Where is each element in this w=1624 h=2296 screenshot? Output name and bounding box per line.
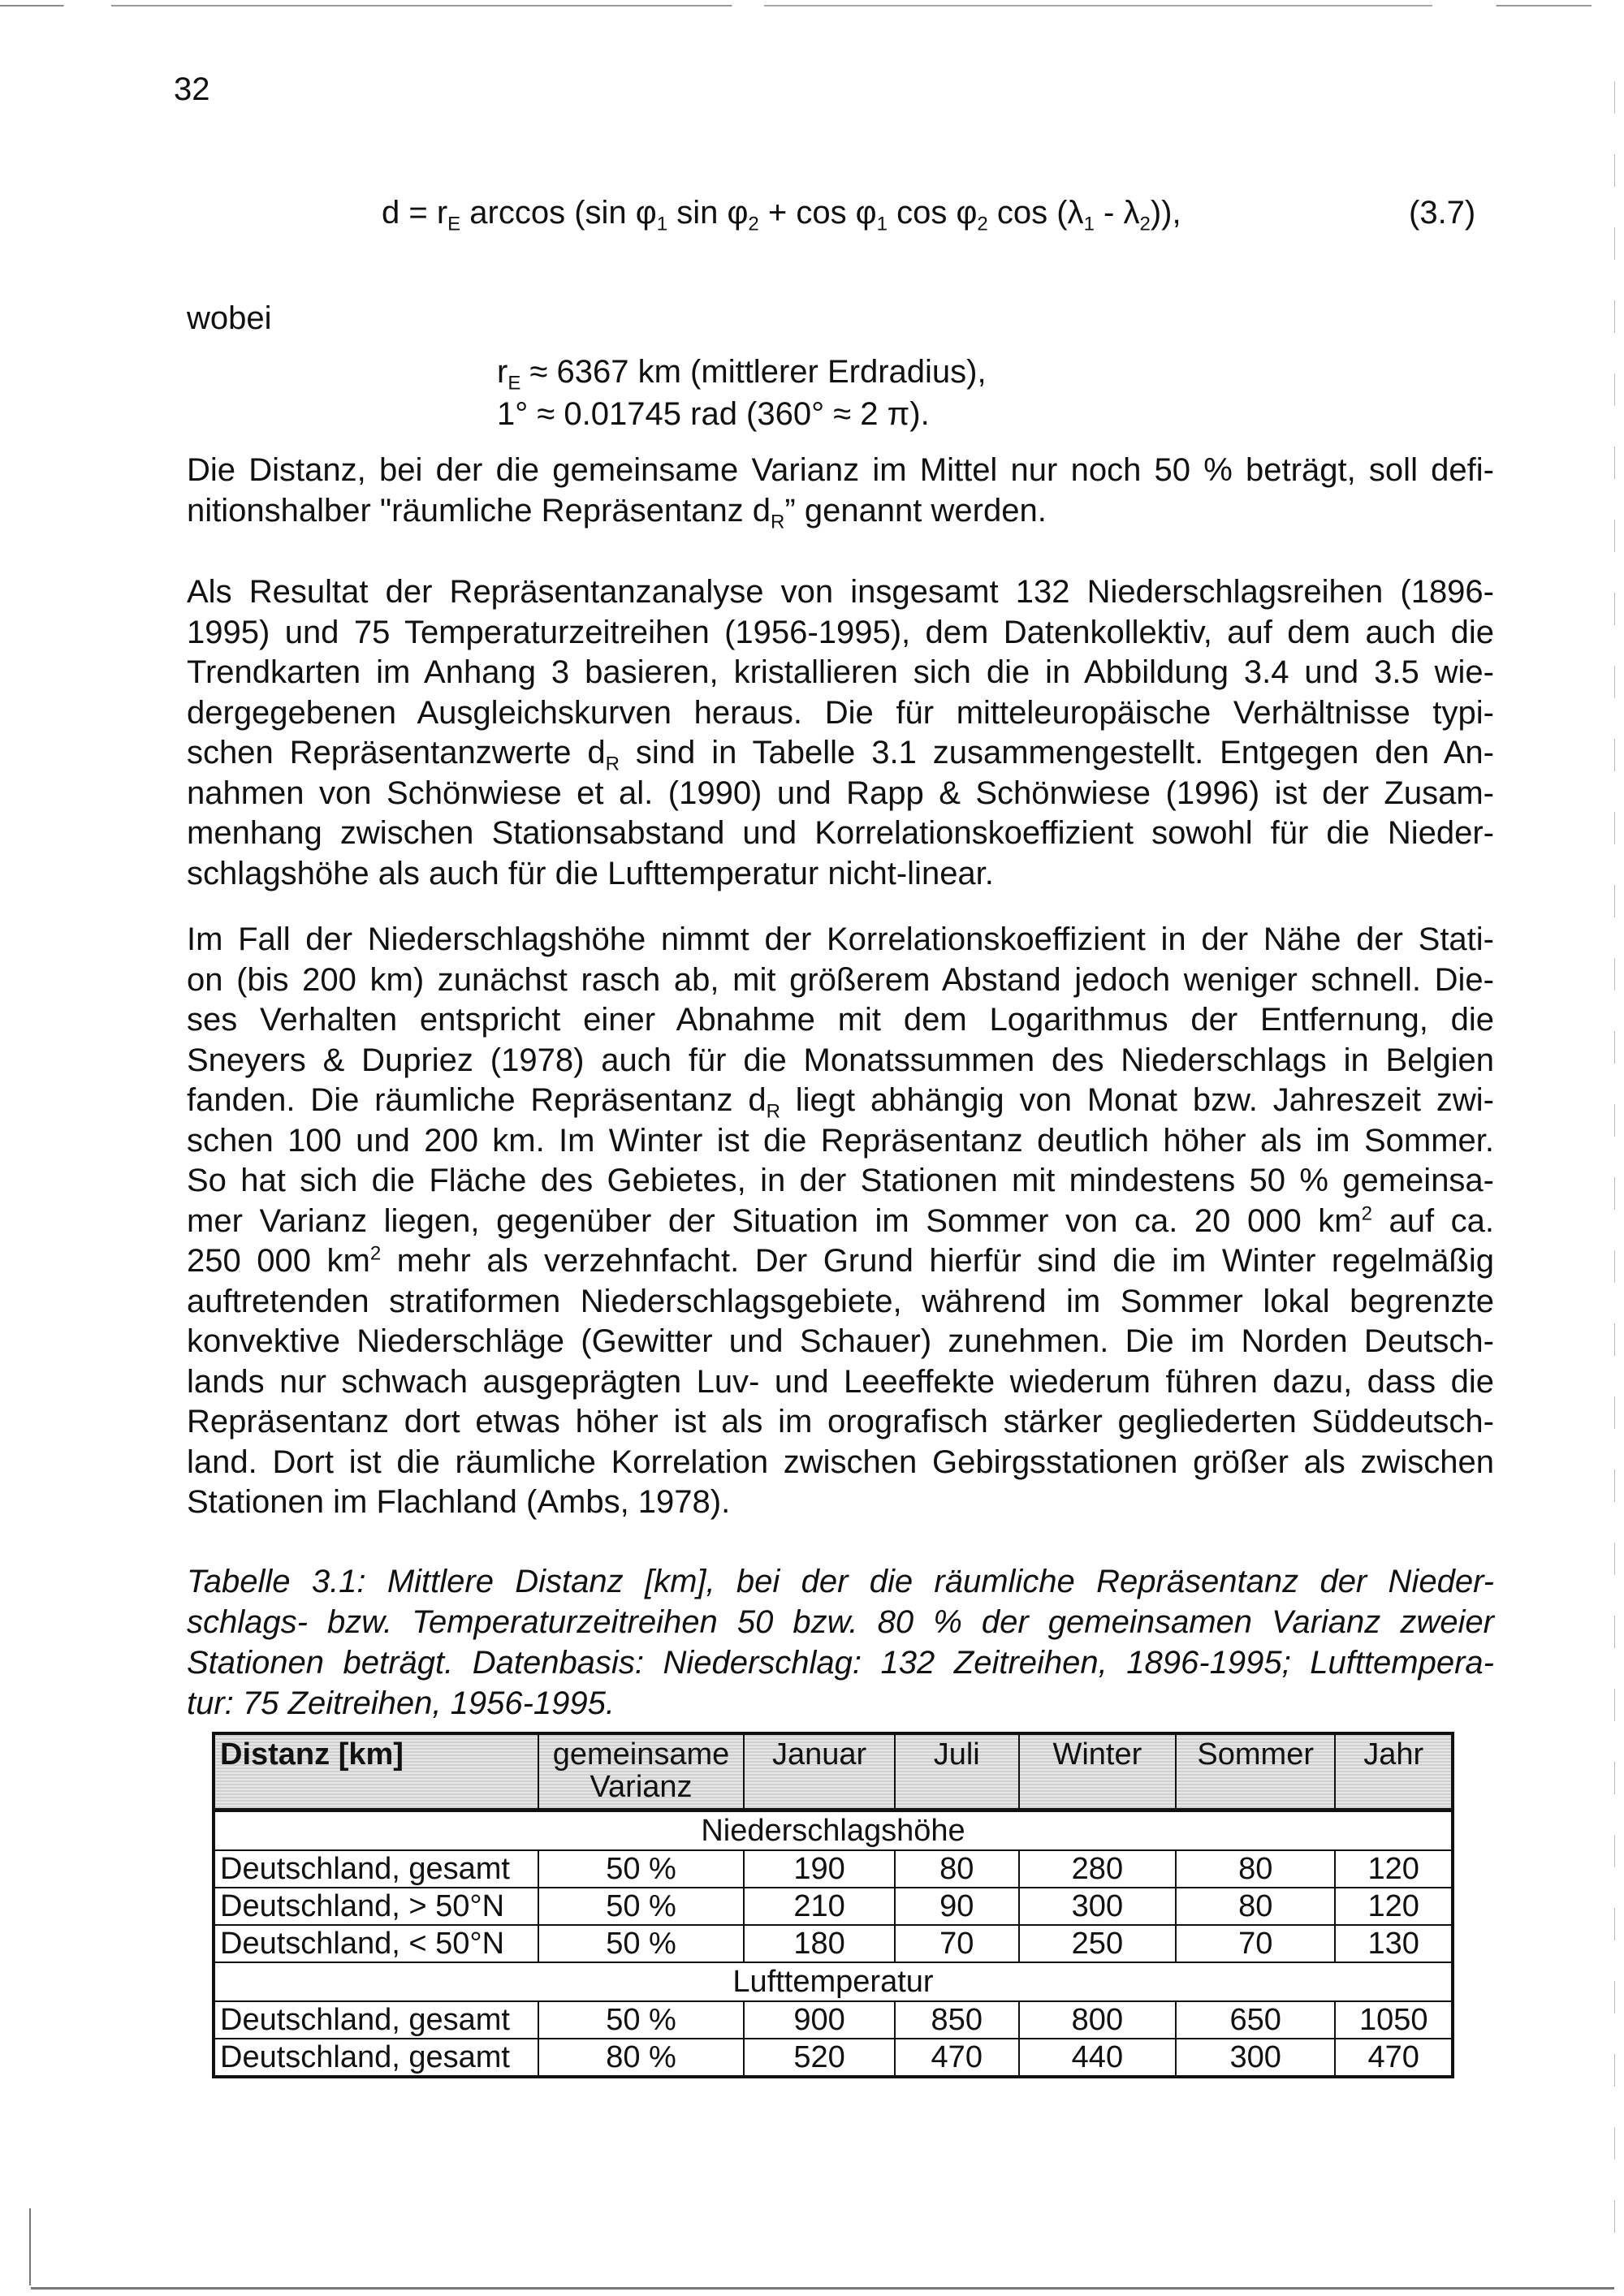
- cell: 800: [1019, 2001, 1176, 2039]
- table-row: [214, 1888, 1453, 1925]
- equation-text: arccos (sin φ: [460, 195, 657, 231]
- scan-border-left: [29, 2208, 31, 2285]
- header-year: Jahr: [1335, 1733, 1453, 1810]
- caption-line: Tabelle 3.1: Mittlere Distanz [km], bei der die räumliche Repräsentanz der Nieder-: [187, 1564, 1494, 1599]
- text-segment: 250 000 km: [187, 1243, 370, 1279]
- text-line: So hat sich die Fläche des Gebietes, in der Stationen mit mindestens 50 % gemeinsa-: [187, 1163, 1494, 1198]
- cell: 80: [1176, 1888, 1336, 1925]
- table-row: [214, 2001, 1453, 2039]
- cell: 90: [895, 1888, 1019, 1925]
- header-winter: Winter: [1019, 1733, 1176, 1810]
- section-row-air-temperature: [214, 1962, 1453, 2001]
- scan-border-right: [1614, 81, 1615, 2273]
- definition-earth-radius: [497, 351, 987, 393]
- subscript: R: [771, 510, 785, 533]
- subscript: 2: [1139, 213, 1151, 235]
- superscript: 2: [1361, 1202, 1372, 1225]
- wobei-label: wobei: [187, 300, 272, 336]
- cell: 470: [1335, 2039, 1453, 2077]
- header-january: Januar: [744, 1733, 894, 1810]
- cell: 210: [744, 1888, 894, 1925]
- definition-radian: 1° ≈ 0.01745 rad (360° ≈ 2 π).: [497, 396, 930, 432]
- cell: 70: [1176, 1925, 1336, 1962]
- table-caption: [187, 1561, 1494, 1724]
- cell: 50 %: [538, 2001, 745, 2039]
- equation-text: - λ: [1094, 195, 1140, 231]
- text-line: auftretenden stratiformen Niederschlagsgebiete, während im Sommer lokal begrenzte: [187, 1283, 1494, 1319]
- cell: 190: [744, 1850, 894, 1888]
- text-line: [187, 1081, 1494, 1121]
- text-segment: ” genannt werden.: [784, 492, 1047, 529]
- subscript: E: [508, 372, 521, 395]
- text-segment: auf ca.: [1371, 1202, 1494, 1239]
- row-label: Deutschland, > 50°N: [214, 1888, 538, 1925]
- superscript: 2: [369, 1242, 382, 1265]
- definition-text: r: [497, 354, 508, 390]
- row-label: Deutschland, gesamt: [214, 2001, 538, 2039]
- subscript: 1: [656, 213, 668, 235]
- cell: 520: [744, 2039, 894, 2077]
- text-segment: liegt abhängig von Monat bzw. Jahreszeit zwi-: [780, 1082, 1494, 1118]
- subscript: R: [605, 753, 620, 775]
- paragraph-1: [187, 451, 1494, 531]
- scan-border-bottom: [31, 2287, 1614, 2290]
- text-line: on (bis 200 km) zunächst rasch ab, mit größerem Abstand jedoch weniger schnell. Die-: [187, 961, 1494, 998]
- text-line: menhang zwischen Stationsabstand und Korrelationskoeffizient sowohl für die Nieder-: [187, 815, 1494, 851]
- header-july: Juli: [895, 1733, 1019, 1810]
- subscript: R: [766, 1100, 780, 1123]
- text-line: nahmen von Schönwiese et al. (1990) und Rapp & Schönwiese (1996) ist der Zusam-: [187, 775, 1494, 811]
- text-line: lands nur schwach ausgeprägten Luv- und Leeeffekte wiederum führen dazu, dass die: [187, 1363, 1494, 1400]
- cell: 470: [895, 2039, 1019, 2077]
- text-segment: nitionshalber "räumliche Repräsentanz d: [187, 492, 771, 529]
- header-distance: Distanz [km]: [214, 1733, 538, 1810]
- paragraph-3: [187, 920, 1494, 1523]
- text-line: [187, 1202, 1494, 1242]
- cell: 70: [895, 1925, 1019, 1962]
- cell: 650: [1176, 2001, 1336, 2039]
- cell: 50 %: [538, 1888, 745, 1925]
- cell: 50 %: [538, 1925, 745, 1962]
- paragraph-2: [187, 572, 1494, 894]
- text-line: Trendkarten im Anhang 3 basieren, kristallieren sich die in Abbildung 3.4 und 3.5 wie-: [187, 654, 1494, 690]
- text-segment: schen Repräsentanzwerte d: [187, 735, 606, 770]
- cell: 850: [895, 2001, 1019, 2039]
- equation-text: d = r: [382, 195, 448, 231]
- header-common-variance: gemeinsame Varianz: [538, 1733, 745, 1810]
- cell: 80 %: [538, 2039, 745, 2077]
- cell: 120: [1335, 1888, 1453, 1925]
- text-segment: fanden. Die räumliche Repräsentanz d: [187, 1082, 767, 1118]
- text-line: [187, 491, 1494, 532]
- equation: [382, 195, 1181, 235]
- text-line: Als Resultat der Repräsentanzanalyse von insgesamt 132 Niederschlagsreihen (1896-: [187, 574, 1494, 610]
- page-number: 32: [174, 71, 210, 107]
- subscript: 1: [876, 213, 888, 235]
- equation-number: (3.7): [1409, 195, 1476, 231]
- subscript: 2: [977, 213, 988, 235]
- text-line: Stationen im Flachland (Ambs, 1978).: [187, 1484, 731, 1520]
- header-summer: Sommer: [1176, 1733, 1336, 1810]
- text-line: 1995) und 75 Temperaturzeitreihen (1956-1995), dem Datenkollektiv, auf dem auch die: [187, 614, 1494, 650]
- subscript: E: [447, 213, 461, 235]
- text-line: Sneyers & Dupriez (1978) auch für die Monatssummen des Niederschlags in Belgien: [187, 1042, 1494, 1078]
- subscript: 2: [748, 213, 759, 235]
- cell: 1050: [1335, 2001, 1453, 2039]
- cell: 120: [1335, 1850, 1453, 1888]
- text-line: konvektive Niederschläge (Gewitter und Schauer) zunehmen. Die im Norden Deutsch-: [187, 1323, 1494, 1359]
- cell: 80: [895, 1850, 1019, 1888]
- definition-text: ≈ 6367 km (mittlerer Erdradius),: [520, 354, 987, 390]
- section-row-precipitation: [214, 1810, 1453, 1851]
- text-line: dergegebenen Ausgleichskurven heraus. Die für mitteleuropäische Verhältnisse typi-: [187, 694, 1494, 731]
- text-segment: sind in Tabelle 3.1 zusammengestellt. Entgegen den An-: [620, 735, 1494, 770]
- text-line: ses Verhalten entspricht einer Abnahme mit dem Logarithmus der Entfernung, die: [187, 1002, 1494, 1038]
- row-label: Deutschland, gesamt: [214, 2039, 538, 2077]
- text-segment: mehr als verzehnfacht. Der Grund hierfür sind die im Winter regelmäßig: [381, 1243, 1495, 1279]
- text-line: Die Distanz, bei der die gemeinsame Varianz im Mittel nur noch 50 % beträgt, soll defi-: [187, 452, 1494, 488]
- equation-text: )),: [1150, 195, 1181, 231]
- row-label: Deutschland, < 50°N: [214, 1925, 538, 1962]
- text-line: schlagshöhe als auch für die Lufttemperatur nicht-linear.: [187, 855, 994, 891]
- table-header-row: [214, 1733, 1453, 1810]
- text-line: schen 100 und 200 km. Im Winter ist die Repräsentanz deutlich höher als im Sommer.: [187, 1122, 1494, 1159]
- cell: 130: [1335, 1925, 1453, 1962]
- text-segment: mer Varianz liegen, gegenüber der Situation im Sommer von ca. 20 000 km: [187, 1202, 1362, 1239]
- text-line: land. Dort ist die räumliche Korrelation zwischen Gebirgsstationen größer als zwischen: [187, 1444, 1494, 1480]
- cell: 900: [744, 2001, 894, 2039]
- caption-line: schlags- bzw. Temperaturzeitreihen 50 bzw. 80 % der gemeinsamen Varianz zweier: [187, 1604, 1494, 1640]
- scan-border-top: [0, 5, 1592, 6]
- text-line: Im Fall der Niederschlagshöhe nimmt der Korrelationskoeffizient in der Nähe der Stati-: [187, 921, 1494, 957]
- cell: 280: [1019, 1850, 1176, 1888]
- table-row: [214, 1850, 1453, 1888]
- subscript: 1: [1083, 213, 1095, 235]
- row-label: Deutschland, gesamt: [214, 1850, 538, 1888]
- cell: 180: [744, 1925, 894, 1962]
- section-title: Lufttemperatur: [214, 1962, 1453, 2001]
- equation-text: + cos φ: [758, 195, 877, 231]
- table-row: [214, 2039, 1453, 2077]
- equation-text: cos (λ: [987, 195, 1084, 231]
- cell: 250: [1019, 1925, 1176, 1962]
- text-line: Repräsentanz dort etwas höher ist als im orografisch stärker gegliederten Süddeutsch-: [187, 1404, 1494, 1439]
- section-title: Niederschlagshöhe: [214, 1810, 1453, 1851]
- cell: 440: [1019, 2039, 1176, 2077]
- cell: 300: [1019, 1888, 1176, 1925]
- cell: 300: [1176, 2039, 1336, 2077]
- cell: 80: [1176, 1850, 1336, 1888]
- text-line: [187, 733, 1494, 774]
- equation-text: cos φ: [887, 195, 978, 231]
- representativeness-table: [212, 1732, 1454, 2078]
- text-line: [187, 1241, 1494, 1282]
- equation-text: sin φ: [667, 195, 749, 231]
- caption-line: tur: 75 Zeitreihen, 1956-1995.: [187, 1685, 615, 1721]
- definitions: [497, 351, 987, 435]
- cell: 50 %: [538, 1850, 745, 1888]
- table-row: [214, 1925, 1453, 1962]
- caption-line: Stationen beträgt. Datenbasis: Niederschlag: 132 Zeitreihen, 1896-1995; Lufttempera-: [187, 1645, 1494, 1681]
